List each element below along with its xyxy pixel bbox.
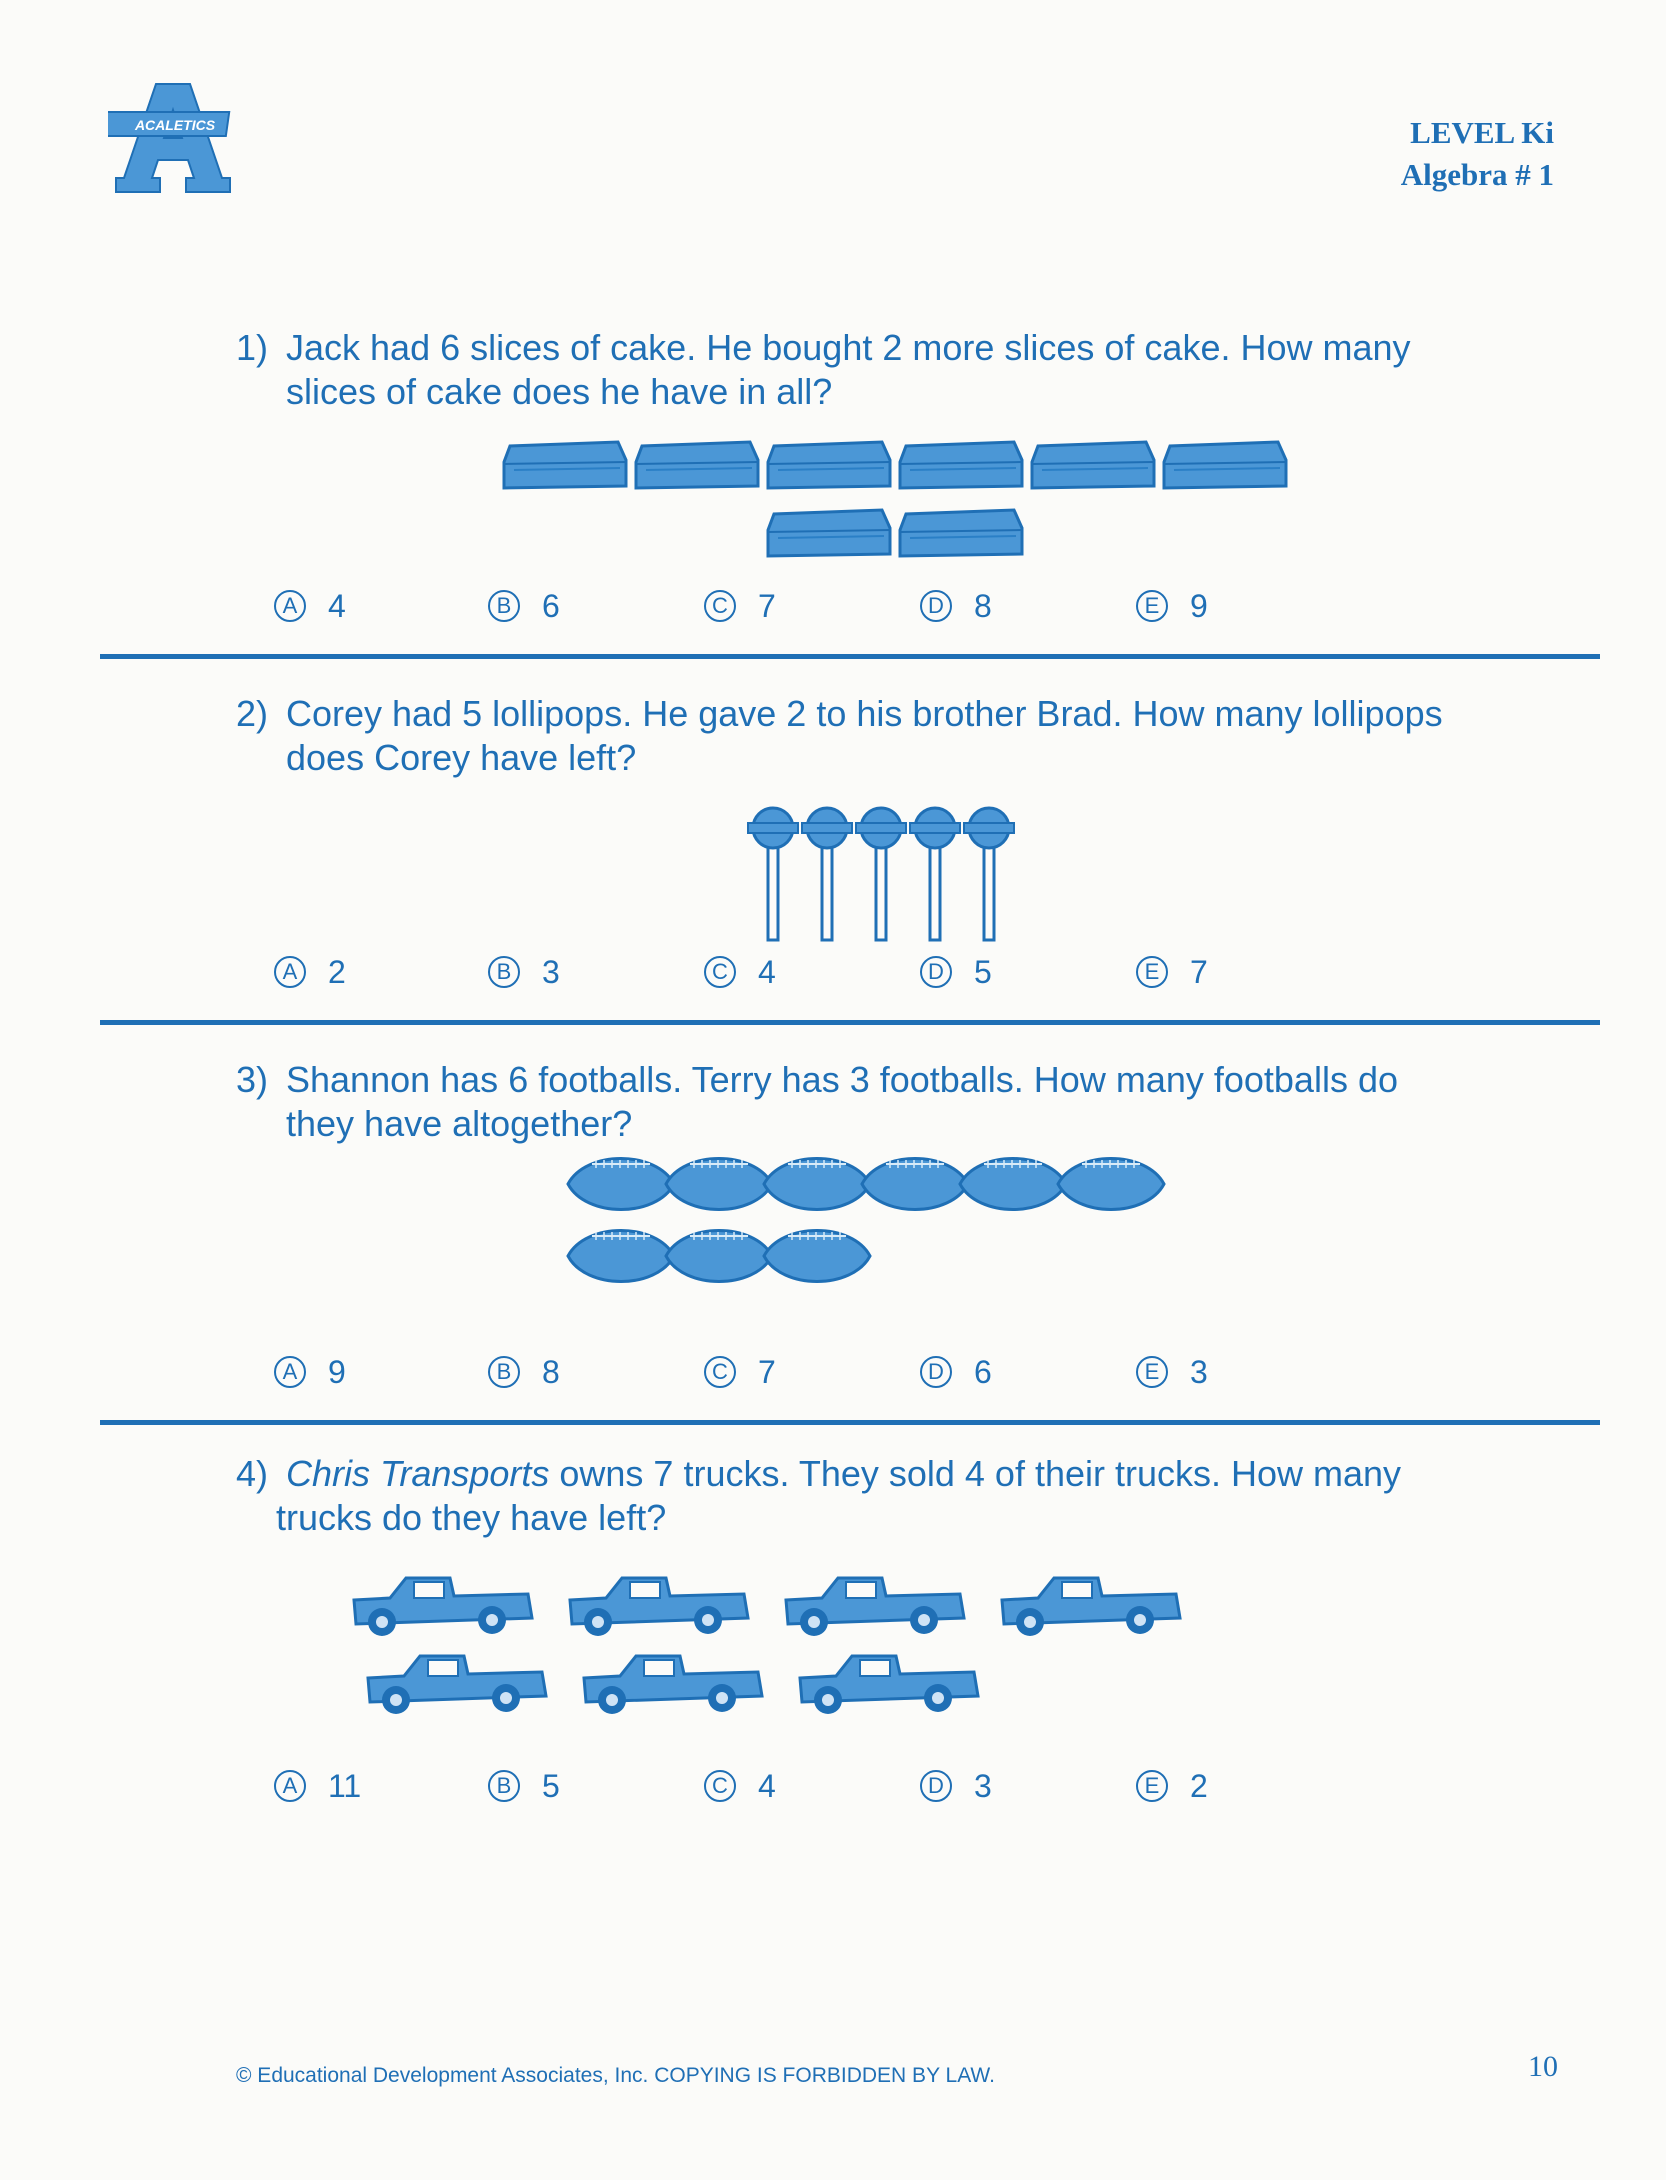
question-text-line1: Jack had 6 slices of cake. He bought 2 more slices of cake. How many xyxy=(286,327,1411,368)
answer-bubble[interactable]: E xyxy=(1136,590,1168,622)
truck-icon xyxy=(354,1578,532,1636)
answer-bubble[interactable]: A xyxy=(274,1356,306,1388)
cake-slice-icon xyxy=(900,510,1022,556)
answer-choice-a[interactable] xyxy=(274,1350,346,1394)
answer-value: 7 xyxy=(758,1353,776,1390)
answer-value: 3 xyxy=(542,953,560,990)
acaletics-logo xyxy=(108,78,238,196)
question-text-line2: does Corey have left? xyxy=(286,737,637,778)
truck-icon xyxy=(584,1656,762,1714)
answer-value: 8 xyxy=(542,1353,560,1390)
copyright-footer: © Educational Development Associates, Inc. COPYING IS FORBIDDEN BY LAW. xyxy=(236,2064,995,2087)
answer-bubble[interactable]: A xyxy=(274,590,306,622)
cake-slices-picture xyxy=(500,440,1320,570)
answer-bubble[interactable]: E xyxy=(1136,1770,1168,1802)
answer-value: 3 xyxy=(1190,1353,1208,1390)
football-icon xyxy=(568,1159,674,1210)
answer-choices-1 xyxy=(274,584,1274,628)
answer-value: 4 xyxy=(328,587,346,624)
answer-choice-a[interactable] xyxy=(274,1764,361,1808)
question-text-line1: Shannon has 6 footballs. Terry has 3 footballs. How many footballs do xyxy=(286,1059,1398,1100)
answer-value: 6 xyxy=(974,1353,992,1390)
answer-bubble[interactable]: B xyxy=(488,590,520,622)
cake-slice-icon xyxy=(900,442,1022,488)
answer-value: 8 xyxy=(974,587,992,624)
football-icon xyxy=(862,1159,968,1210)
football-icon xyxy=(764,1159,870,1210)
question-3 xyxy=(236,1058,1466,1146)
truck-icon xyxy=(368,1656,546,1714)
cake-slice-icon xyxy=(636,442,758,488)
company-name: Chris Transports xyxy=(286,1453,550,1494)
answer-choices-2 xyxy=(274,950,1274,994)
level-heading xyxy=(1401,112,1554,196)
answer-choice-d[interactable] xyxy=(920,1764,992,1808)
answer-value: 7 xyxy=(758,587,776,624)
answer-choices-4 xyxy=(274,1764,1274,1808)
answer-choice-e[interactable] xyxy=(1136,1764,1208,1808)
question-number: 3) xyxy=(236,1059,269,1100)
answer-bubble[interactable]: D xyxy=(920,956,952,988)
truck-icon xyxy=(570,1578,748,1636)
answer-bubble[interactable]: D xyxy=(920,1770,952,1802)
answer-bubble[interactable]: C xyxy=(704,1356,736,1388)
question-text-line1: owns 7 trucks. They sold 4 of their trucks. How many xyxy=(549,1453,1402,1494)
answer-bubble[interactable]: D xyxy=(920,590,952,622)
question-number: 1) xyxy=(236,327,269,368)
answer-value: 5 xyxy=(974,953,992,990)
answer-value: 6 xyxy=(542,587,560,624)
answer-value: 7 xyxy=(1190,953,1208,990)
answer-value: 4 xyxy=(758,953,776,990)
answer-bubble[interactable]: B xyxy=(488,956,520,988)
answer-choice-d[interactable] xyxy=(920,950,992,994)
answer-value: 9 xyxy=(1190,587,1208,624)
question-text-line1: Corey had 5 lollipops. He gave 2 to his brother Brad. How many lollipops xyxy=(286,693,1443,734)
logo-a-icon xyxy=(108,78,238,196)
answer-value: 9 xyxy=(328,1353,346,1390)
question-4 xyxy=(236,1452,1466,1540)
divider xyxy=(100,654,1600,659)
answer-value: 5 xyxy=(542,1767,560,1804)
answer-choice-c[interactable] xyxy=(704,584,776,628)
divider xyxy=(100,1420,1600,1425)
answer-choice-e[interactable] xyxy=(1136,1350,1208,1394)
footballs-picture xyxy=(566,1150,1186,1300)
answer-choice-b[interactable] xyxy=(488,584,560,628)
answer-bubble[interactable]: E xyxy=(1136,956,1168,988)
page-number: 10 xyxy=(1528,2050,1558,2083)
answer-choice-b[interactable] xyxy=(488,1350,560,1394)
lollipop-icon xyxy=(748,808,798,940)
question-1 xyxy=(236,326,1466,414)
football-icon xyxy=(1058,1159,1164,1210)
lollipop-icon xyxy=(856,808,906,940)
answer-choice-c[interactable] xyxy=(704,1764,776,1808)
answer-bubble[interactable]: A xyxy=(274,1770,306,1802)
lollipops-picture xyxy=(744,802,1024,944)
answer-choice-e[interactable] xyxy=(1136,584,1208,628)
answer-bubble[interactable]: C xyxy=(704,956,736,988)
answer-choice-c[interactable] xyxy=(704,950,776,994)
answer-choice-e[interactable] xyxy=(1136,950,1208,994)
football-icon xyxy=(568,1231,674,1282)
answer-bubble[interactable]: A xyxy=(274,956,306,988)
lollipop-icon xyxy=(964,808,1014,940)
answer-bubble[interactable]: B xyxy=(488,1356,520,1388)
question-number: 2) xyxy=(236,693,269,734)
answer-value: 4 xyxy=(758,1767,776,1804)
logo-text: ACALETICS xyxy=(134,117,216,133)
lollipop-icon xyxy=(802,808,852,940)
question-text-line2: trucks do they have left? xyxy=(276,1497,667,1538)
football-icon xyxy=(666,1231,772,1282)
answer-choice-d[interactable] xyxy=(920,584,992,628)
cake-slice-icon xyxy=(1164,442,1286,488)
answer-value: 2 xyxy=(328,953,346,990)
question-text-line2: they have altogether? xyxy=(286,1103,633,1144)
truck-icon xyxy=(1002,1578,1180,1636)
answer-choice-b[interactable] xyxy=(488,1764,560,1808)
trucks-picture xyxy=(350,1570,1210,1730)
cake-slice-icon xyxy=(768,442,890,488)
answer-value: 3 xyxy=(974,1767,992,1804)
football-icon xyxy=(764,1231,870,1282)
truck-icon xyxy=(786,1578,964,1636)
level-label: LEVEL Ki xyxy=(1410,115,1554,150)
lollipop-icon xyxy=(910,808,960,940)
answer-value: 2 xyxy=(1190,1767,1208,1804)
answer-choice-a[interactable] xyxy=(274,584,346,628)
answer-choice-a[interactable] xyxy=(274,950,346,994)
answer-bubble[interactable]: D xyxy=(920,1356,952,1388)
subject-label: Algebra # 1 xyxy=(1400,157,1554,192)
football-icon xyxy=(960,1159,1066,1210)
divider xyxy=(100,1020,1600,1025)
answer-choice-c[interactable] xyxy=(704,1350,776,1394)
cake-slice-icon xyxy=(1032,442,1154,488)
cake-slice-icon xyxy=(768,510,890,556)
truck-icon xyxy=(800,1656,978,1714)
cake-slice-icon xyxy=(504,442,626,488)
answer-choice-b[interactable] xyxy=(488,950,560,994)
answer-value: 11 xyxy=(328,1767,362,1804)
question-text-line2: slices of cake does he have in all? xyxy=(286,371,833,412)
answer-choices-3 xyxy=(274,1350,1274,1394)
football-icon xyxy=(666,1159,772,1210)
answer-bubble[interactable]: C xyxy=(704,590,736,622)
answer-bubble[interactable]: B xyxy=(488,1770,520,1802)
answer-choice-d[interactable] xyxy=(920,1350,992,1394)
question-number: 4) xyxy=(236,1453,269,1494)
question-2 xyxy=(236,692,1466,780)
answer-bubble[interactable]: C xyxy=(704,1770,736,1802)
answer-bubble[interactable]: E xyxy=(1136,1356,1168,1388)
